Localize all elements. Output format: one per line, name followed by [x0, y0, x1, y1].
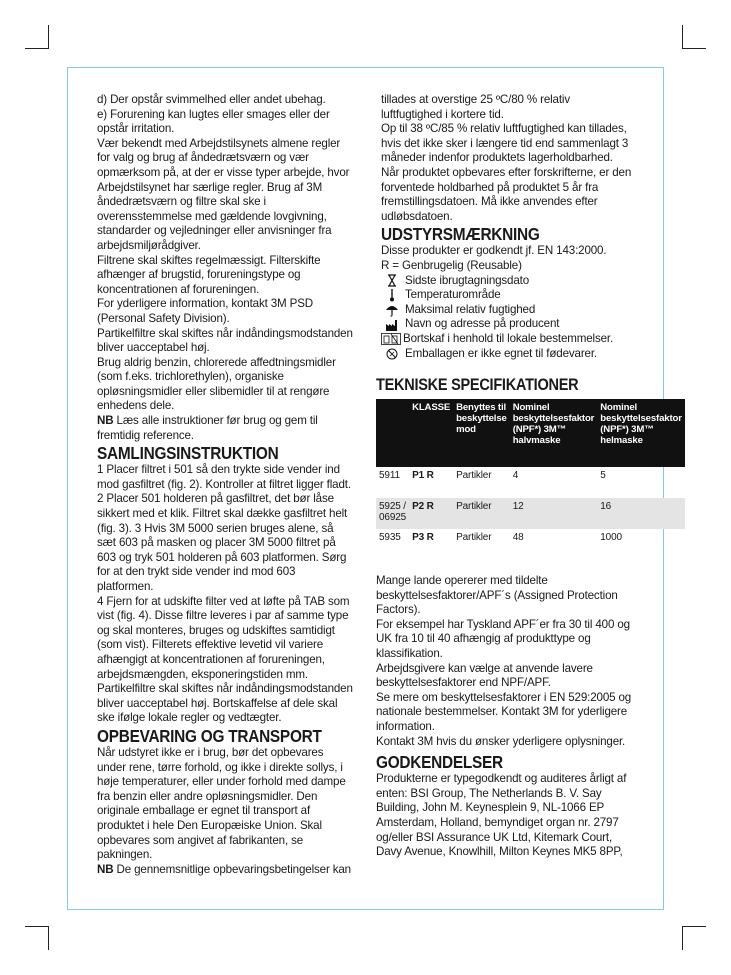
- section-heading-assembly: SAMLINGSINSTRUKTION: [97, 443, 279, 464]
- symbol-row: [381, 317, 633, 332]
- section-heading-specs: TEKNISKE SPECIFIKATIONER: [376, 376, 579, 395]
- crop-mark: [48, 926, 49, 950]
- paragraph: R = Genbrugelig (Reusable): [381, 258, 522, 272]
- paragraph: Brug aldrig benzin, chlorerede affedtningsmidler (som f.eks. trichlorethylen), organiske opløsningsmidler eller slibemidler til at rengøre enhedens dele.: [97, 355, 336, 413]
- paragraph: tillades at overstige 25 ºC/80 % relativ luftfugtighed i kortere tid.: [381, 93, 570, 121]
- umbrella-icon: [385, 303, 399, 317]
- table-cell: 5935: [379, 532, 401, 544]
- symbol-row: [381, 274, 633, 289]
- symbol-row: [381, 347, 633, 362]
- table-cell: 5925 / 06925: [376, 498, 409, 529]
- crop-mark: [682, 926, 683, 950]
- spec-table: [376, 399, 685, 560]
- table-header: Benyttes til beskyttelse mod: [453, 399, 510, 467]
- paragraph: Op til 38 ºC/85 % relativ luftfugtighed kan tillades, hvis det ikke sker i længere tid end sammenlagt 3 måneder indenfor produktets lagerholdbarhed. Når produktet opbevares efter forskrifterne, er den forventede holdbarhed på produktet 5 år fra fremstillingsdatoen. Må ikke anvendes efter udløbsdatoen.: [381, 122, 632, 223]
- table-header-row: [376, 399, 685, 467]
- paragraph: 4 Fjern for at udskifte filter ved at løfte på TAB som vist (fig. 4). Disse filtre leveres i par af samme type og skal monteres, bruges og udskiftes samtidigt (som vist). Filterets effektive levetid vil variere afhængigt at koncentrationen af forureningen, arbejdsmængden, eksponeringstiden mm.: [97, 594, 350, 681]
- table-header: Nominel beskyttelsesfaktor (NPF*) 3M™ halvmaske: [510, 399, 598, 467]
- nb-label: NB: [97, 414, 114, 428]
- table-cell: Partikler: [456, 532, 492, 544]
- paragraph: Mange lande opererer med tildelte beskyttelsesfaktorer/APF´s (Assigned Protection Factors).: [376, 574, 618, 617]
- section-heading-storage: OPBEVARING OG TRANSPORT: [97, 725, 322, 746]
- table-cell: P1 R: [412, 470, 434, 482]
- symbol-label: Temperaturområde: [405, 288, 501, 302]
- table-cell: 5911: [379, 470, 400, 482]
- paragraph: Partikelfiltre skal skiftes når indåndingsmodstanden bliver uacceptabel høj. Bortskaffelse af dele skal ske ifølge lokale regler og vedtægter.: [97, 682, 353, 725]
- crop-mark: [682, 25, 683, 49]
- table-cell: 12: [510, 498, 598, 529]
- disposal-icon: [381, 332, 401, 346]
- paragraph: e) Forurening kan lugtes eller smages eller der opstår irritation.: [97, 107, 330, 136]
- table-cell: P3 R: [412, 532, 434, 544]
- paragraph: Partikelfiltre skal skiftes når indåndingsmodstanden bliver uacceptabel høj.: [97, 326, 353, 355]
- thermometer-icon: [385, 288, 399, 302]
- table-row: [376, 467, 685, 498]
- paragraph: Filtrene skal skiftes regelmæssigt. Filterskifte afhænger af brugstid, forureningstype og koncentrationen af forureningen.: [97, 253, 321, 296]
- table-row: [376, 498, 685, 529]
- table-row: [376, 529, 685, 560]
- crop-mark: [682, 926, 706, 927]
- symbol-label: Bortskaf i henhold til lokale bestemmelser.: [403, 331, 614, 345]
- paragraph: Arbejdsgivere kan vælge at anvende lavere beskyttelsesfaktorer end NPF/APF.: [376, 661, 593, 690]
- nb-label: NB: [97, 862, 114, 876]
- table-cell: 48: [512, 532, 524, 544]
- paragraph: d) Der opstår svimmelhed eller andet ubehag.: [97, 93, 326, 106]
- paragraph: Vær bekendt med Arbejdstilsynets almene regler for valg og brug af åndedrætsværn og vær opmærksom på, at der er visse typer arbejde, hvor Arbejdstilsynet har særlige regler. Brug af 3M åndedrætsværn og filtre skal ske i overensstemmelse med gældende lovgivning, standarder og vejledninger eller anvisninger fra arbejdsmiljørådgiver.: [97, 136, 350, 252]
- paragraph: For eksempel har Tyskland APF´er fra 30 til 400 og UK fra 10 til 40 afhængig af produkttype og klassifikation.: [376, 617, 630, 661]
- symbol-label: Maksimal relativ fugtighed: [405, 302, 536, 316]
- left-column: [97, 93, 353, 877]
- crop-mark: [48, 25, 49, 49]
- table-cell: 1000: [600, 532, 622, 544]
- table-header: Nominel beskyttelsesfaktor (NPF*) 3M™ helmaske: [597, 399, 685, 467]
- paragraph: Disse produkter er godkendt jf. EN 143:2000.: [381, 244, 607, 258]
- paragraph: 2 Placer 501 holderen på gasfiltret, det bør låse sikkert med et klik. Filtret skal dække gasfiltret helt (fig. 3). 3 Hvis 3M 5000 serien bruges alene, så sæt 603 på masken og placer 3M 5000 filtret på 603 og tryk 501 holderen på 603 platformen. Sørg for at den trykt side vender ind mod 603 platformen.: [97, 492, 348, 593]
- table-cell: 16: [597, 498, 685, 529]
- paragraph: Når udstyret ikke er i brug, bør det opbevares under rene, tørre forhold, og ikke i direkte sollys, i høje temperaturer, eller under forhold med dampe fra benzin eller andre opløsningsmidler. Den originale emballage er egnet til transport af produktet i hele Den Europæiske Union. Skal opbevares som angivet af fabrikanten, se pakningen.: [97, 745, 346, 862]
- factory-icon: [385, 318, 399, 332]
- symbol-row: [381, 288, 633, 303]
- spacer: [381, 560, 633, 574]
- paragraph: 1 Placer filtret i 501 så den trykte side vender ind mod gasfiltret (fig. 2). Kontroller at filtret ligger fladt.: [97, 463, 351, 491]
- note-paragraph: [97, 863, 353, 878]
- crop-mark: [25, 48, 49, 49]
- table-cell: P2 R: [409, 498, 453, 529]
- table-header: KLASSE: [409, 399, 453, 467]
- symbol-row: [381, 332, 633, 347]
- paragraph: Se mere om beskyttelsesfaktorer i EN 529:2005 og nationale bestemmelser. Kontakt 3M for yderligere information.: [376, 690, 632, 734]
- section-heading-approvals: GODKENDELSER: [376, 752, 503, 773]
- paragraph: Produkterne er typegodkendt og auditeres årligt af enten: BSI Group, The Netherlands B. V. Say Building, John M. Keynesplein 9, NL-1066 EP Amsterdam, Holland, bemyndiget organ nr. 2797 og/eller BSI Assurance UK Ltd, Kitemark Court, Davy Avenue, Knowlhill, Milton Keynes MK5 8PP,: [376, 772, 627, 859]
- symbol-label: Navn og adresse på producent: [405, 317, 560, 331]
- note-paragraph: [97, 414, 353, 443]
- apf-section: [376, 574, 633, 860]
- symbol-row: [381, 303, 633, 318]
- note-text: Læs alle instruktioner før brug og gem til fremtidig reference.: [97, 414, 318, 442]
- right-column: [376, 93, 682, 860]
- note-text: De gennemsnitlige opbevaringsbetingelser kan: [113, 862, 351, 876]
- table-cell: 4: [512, 470, 519, 482]
- paragraph: For yderligere information, kontakt 3M PSD (Personal Safety Division).: [97, 297, 314, 325]
- table-cell: 5: [600, 470, 606, 482]
- symbol-label: Emballagen er ikke egnet til fødevarer.: [405, 346, 597, 360]
- section-heading-marking: UDSTYRSMÆRKNING: [381, 224, 540, 245]
- hourglass-icon: [385, 274, 399, 288]
- crop-mark: [682, 48, 706, 49]
- table-cell: Partikler: [456, 470, 492, 482]
- crop-mark: [25, 926, 49, 927]
- no-food-icon: [385, 347, 399, 361]
- table-cell: Partikler: [453, 498, 510, 529]
- symbol-label: Sidste ibrugtagningsdato: [405, 273, 530, 287]
- table-header: [376, 399, 409, 467]
- paragraph: Kontakt 3M hvis du ønsker yderligere oplysninger.: [376, 734, 626, 748]
